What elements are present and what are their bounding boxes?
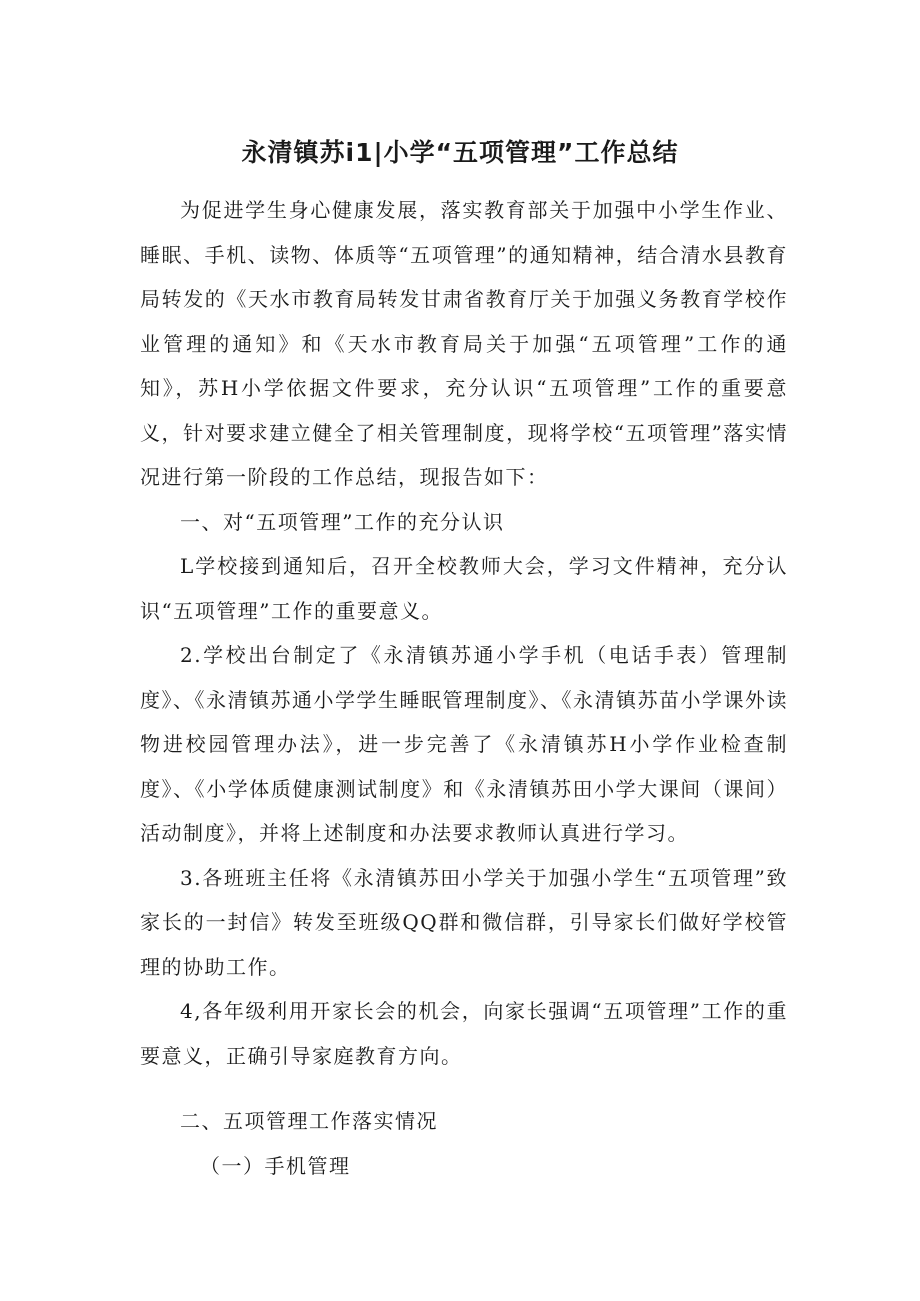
section-heading-1: 一、对“五项管理”工作的充分认识	[180, 509, 505, 534]
paragraph-item-1: L学校接到通知后，召开全校教师大会，学习文件精神，充分认识“五项管理”工作的重要意义。	[140, 554, 788, 623]
paragraph-item-2: 2.学校出台制定了《永清镇苏通小学手机（电话手表）管理制度》、《永清镇苏通小学学生睡眠管理制度》、《永清镇苏苗小学课外读物进校园管理办法》，进一步完善了《永清镇苏H小学作业检查制度》、《小学体质健康测试制度》和《永清镇苏田小学大课间（课间）活动制度》，并将上述制度和办法要求教师认真进行学习。	[140, 643, 788, 845]
paragraph-intro: 为促进学生身心健康发展，落实教育部关于加强中小学生作业、睡眠、手机、读物、体质等“五项管理”的通知精神，结合清水县教育局转发的《天水市教育局转发甘肃省教育厅关于加强义务教育学校作业管理的通知》和《天水市教育局关于加强“五项管理”工作的通知》，苏H小学依据文件要求，充分认识“五项管理”工作的重要意义，针对要求建立健全了相关管理制度，现将学校“五项管理”落实情况进行第一阶段的工作总结，现报告如下：	[140, 198, 788, 489]
section-heading-2: 二、五项管理工作落实情况	[180, 1109, 438, 1133]
document-title: 永清镇苏i1|小学“五项管理”工作总结	[241, 138, 679, 167]
paragraph-item-4: 4,各年级利用开家长会的机会，向家长强调“五项管理”工作的重要意义，正确引导家庭教育方向。	[140, 999, 788, 1068]
paragraph-item-3: 3.各班班主任将《永清镇苏田小学关于加强小学生“五项管理”致家长的一封信》转发至班级QQ群和微信群，引导家长们做好学校管理的协助工作。	[140, 865, 788, 979]
subsection-heading-1: （一）手机管理	[200, 1153, 351, 1178]
document-body	[140, 188, 788, 1188]
